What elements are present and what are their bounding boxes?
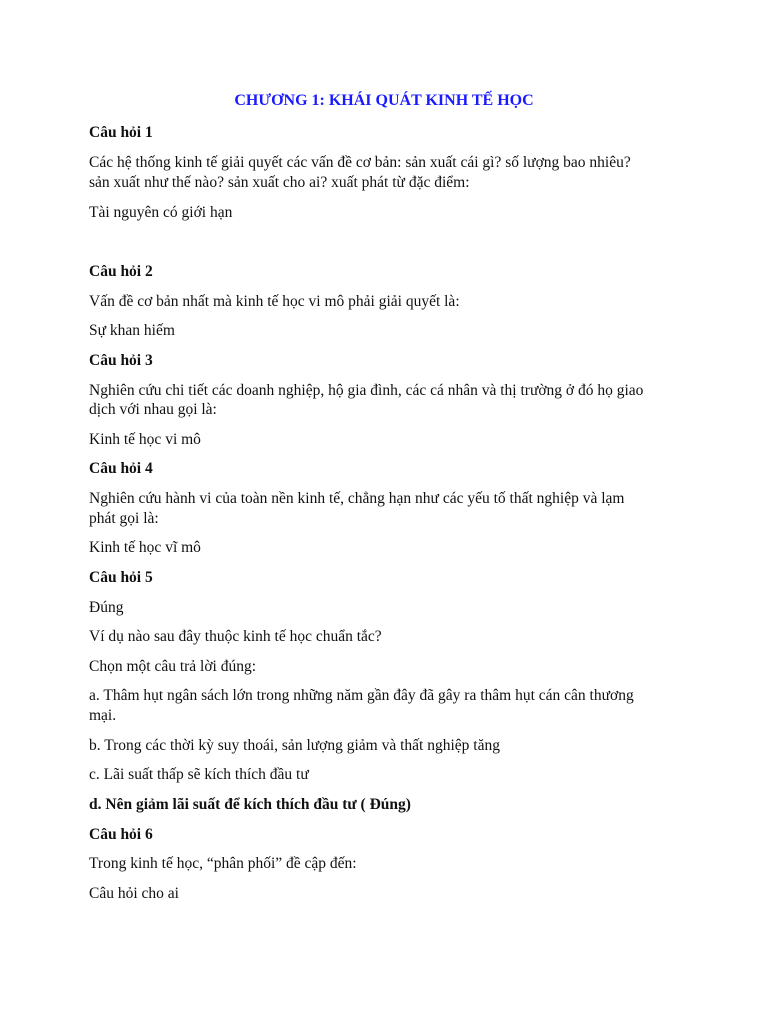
question-5-instruction: Chọn một câu trả lời đúng: xyxy=(89,658,257,675)
question-3-heading: Câu hỏi 3 xyxy=(89,352,153,369)
question-6-answer: Câu hỏi cho ai xyxy=(89,885,179,902)
question-1-text-line1: Các hệ thống kinh tế giải quyết các vấn đề cơ bản: sản xuất cái gì? số lượng bao nhiêu? xyxy=(89,154,631,171)
question-1-heading: Câu hỏi 1 xyxy=(89,124,153,141)
question-4-heading: Câu hỏi 4 xyxy=(89,460,153,477)
question-5-status: Đúng xyxy=(89,599,124,616)
question-5-option-b: b. Trong các thời kỳ suy thoái, sản lượng giảm và thất nghiệp tăng xyxy=(89,737,500,754)
question-3-answer: Kinh tế học vi mô xyxy=(89,431,201,448)
question-1-answer: Tài nguyên có giới hạn xyxy=(89,204,233,221)
question-5-option-c: c. Lãi suất thấp sẽ kích thích đầu tư xyxy=(89,766,309,783)
question-4-text-line2: phát gọi là: xyxy=(89,510,159,527)
question-4-text-line1: Nghiên cứu hành vi của toàn nền kinh tế, chẳng hạn như các yếu tố thất nghiệp và lạm xyxy=(89,490,625,507)
question-6-heading: Câu hỏi 6 xyxy=(89,826,153,843)
question-5-option-d: d. Nên giảm lãi suất để kích thích đầu tư ( Đúng) xyxy=(89,796,411,813)
question-4-answer: Kinh tế học vĩ mô xyxy=(89,539,201,556)
question-2-answer: Sự khan hiếm xyxy=(89,322,175,339)
question-1-text-line2: sản xuất như thế nào? sản xuất cho ai? xuất phát từ đặc điểm: xyxy=(89,174,470,191)
question-5-text: Ví dụ nào sau đây thuộc kinh tế học chuẩn tắc? xyxy=(89,628,382,645)
question-2-text: Vấn đề cơ bản nhất mà kinh tế học vi mô phải giải quyết là: xyxy=(89,293,460,310)
question-5-option-a-line2: mại. xyxy=(89,707,117,724)
question-3-text-line2: dịch với nhau gọi là: xyxy=(89,401,217,418)
question-3-text-line1: Nghiên cứu chi tiết các doanh nghiệp, hộ gia đình, các cá nhân và thị trường ở đó họ giao xyxy=(89,382,644,399)
chapter-title: CHƯƠNG 1: KHÁI QUÁT KINH TẾ HỌC xyxy=(234,92,534,109)
question-6-text: Trong kinh tế học, “phân phối” đề cập đến: xyxy=(89,855,357,872)
question-2-heading: Câu hỏi 2 xyxy=(89,263,153,280)
question-5-option-a-line1: a. Thâm hụt ngân sách lớn trong những năm gần đây đã gây ra thâm hụt cán cân thương xyxy=(89,687,634,704)
question-5-heading: Câu hỏi 5 xyxy=(89,569,153,586)
